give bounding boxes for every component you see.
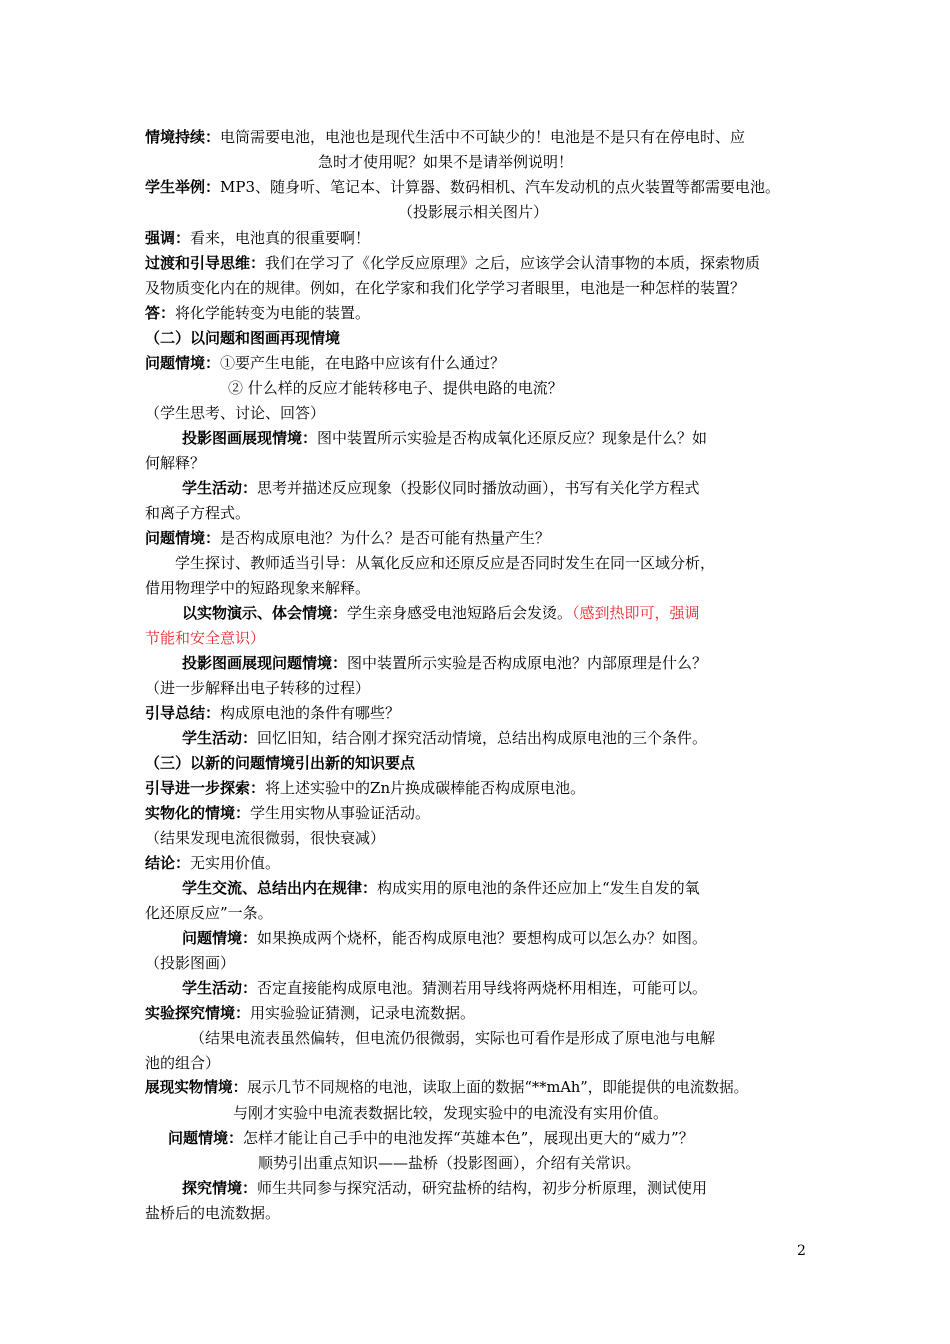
text-line — [145, 303, 370, 323]
line-label: 引导进一步探索： — [145, 779, 266, 797]
line-text: 借用物理学中的短路现象来解释。 — [145, 579, 371, 597]
line-label: 展现实物情境： — [145, 1079, 248, 1096]
text-line — [182, 478, 700, 498]
line-text: ② 什么样的反应才能转移电子、提供电路的电流？ — [228, 379, 563, 397]
line-text: 师生共同参与探究活动，研究盐桥的结构，初步分析原理，测试使用 — [257, 1179, 708, 1197]
text-line — [145, 578, 370, 598]
text-line — [145, 778, 585, 798]
line-label: 答： — [145, 304, 176, 322]
text-line — [145, 903, 273, 923]
line-text: 展示几节不同规格的电池，读取上面的数据“**mAh”，即能提供的电流数据。 — [247, 1079, 749, 1096]
text-line — [145, 803, 430, 823]
text-line — [145, 1078, 748, 1098]
text-line — [182, 978, 707, 998]
line-text: 与刚才实验中电流表数据比较，发现实验中的电流没有实用价值。 — [233, 1104, 669, 1122]
red-note: 节能和安全意识） — [145, 629, 266, 647]
line-label: 问题情境： — [145, 529, 221, 547]
text-line — [145, 1003, 475, 1023]
line-label: （三）以新的问题情境引出新的知识要点 — [145, 754, 416, 772]
text-line — [398, 202, 548, 222]
text-line — [145, 828, 385, 848]
line-label: 投影图画展现情境： — [182, 429, 318, 447]
text-line — [145, 1053, 220, 1073]
text-line — [182, 603, 700, 623]
line-text: 思考并描述反应现象（投影仪同时播放动画），书写有关化学方程式 — [257, 479, 700, 497]
line-label: 学生活动： — [182, 479, 258, 497]
text-line — [175, 553, 715, 573]
text-line — [190, 1028, 715, 1048]
line-text: 我们在学习了《化学反应原理》之后，应该学会认清事物的本质，探索物质 — [265, 254, 761, 272]
line-text: （学生思考、讨论、回答） — [145, 404, 326, 422]
text-line — [182, 653, 707, 673]
line-text: 用实验验证猜测，记录电流数据。 — [250, 1004, 476, 1022]
line-text: 将上述实验中的Zn片换成碳棒能否构成原电池。 — [265, 779, 586, 797]
line-text: ①要产生电能，在电路中应该有什么通过？ — [220, 354, 506, 372]
text-line — [145, 953, 235, 973]
line-text: 看来，电池真的很重要啊！ — [190, 229, 371, 247]
text-line — [182, 728, 707, 748]
text-line — [182, 878, 700, 898]
line-text: 图中装置所示实验是否构成原电池？内部原理是什么？ — [347, 654, 708, 672]
line-text: 学生探讨、教师适当引导：从氧化反应和还原反应是否同时发生在同一区域分析， — [175, 554, 716, 572]
line-text: 否定直接能构成原电池。猜测若用导线将两烧杯用相连，可能可以。 — [257, 979, 708, 997]
line-text: （结果发现电流很微弱，很快衰减） — [145, 829, 386, 847]
text-line — [145, 228, 370, 248]
line-label: 学生活动： — [182, 979, 258, 997]
line-label: 问题情境： — [145, 354, 221, 372]
text-line — [145, 453, 205, 473]
line-text: 怎样才能让自己手中的电池发挥“英雄本色”，展现出更大的“威力”？ — [243, 1129, 694, 1147]
section-heading — [145, 328, 340, 348]
line-text: 何解释？ — [145, 454, 206, 472]
line-text: 顺势引出重点知识——盐桥（投影图画），介绍有关常识。 — [258, 1154, 641, 1172]
line-label: 投影图画展现问题情境： — [182, 654, 348, 672]
text-line — [145, 853, 280, 873]
text-line — [145, 127, 745, 147]
line-text: （投影图画） — [145, 954, 236, 972]
line-label: 实验探究情境： — [145, 1004, 251, 1022]
line-text: 学生用实物从事验证活动。 — [250, 804, 431, 822]
line-text: MP3、随身听、笔记本、计算器、数码相机、汽车发动机的点火装置等都需要电池。 — [220, 178, 781, 196]
page-number: 2 — [797, 1243, 806, 1259]
line-text: 图中装置所示实验是否构成氧化还原反应？现象是什么？如 — [317, 429, 708, 447]
line-text: 构成原电池的条件有哪些？ — [220, 704, 401, 722]
line-label: 问题情境： — [182, 929, 258, 947]
text-line — [145, 678, 370, 698]
text-line — [318, 152, 573, 172]
line-label: （二）以问题和图画再现情境 — [145, 329, 341, 347]
line-text: 电筒需要电池，电池也是现代生活中不可缺少的！电池是不是只有在停电时、应 — [220, 128, 746, 146]
line-label: 实物化的情境： — [145, 804, 251, 822]
text-line — [145, 528, 550, 548]
line-text: 无实用价值。 — [190, 854, 281, 872]
line-text: （进一步解释出电子转移的过程） — [145, 679, 371, 697]
line-text: （结果电流表虽然偏转，但电流仍很微弱，实际也可看作是形成了原电池与电解 — [190, 1029, 716, 1047]
line-text: 池的组合） — [145, 1054, 221, 1072]
red-note-line — [145, 628, 265, 648]
line-label: 学生举例： — [145, 178, 221, 196]
line-text: 盐桥后的电流数据。 — [145, 1204, 281, 1222]
line-label: 引导总结： — [145, 704, 221, 722]
text-line — [228, 378, 563, 398]
text-line — [258, 1153, 641, 1173]
text-line — [145, 703, 400, 723]
text-line — [145, 177, 780, 197]
line-text: 和离子方程式。 — [145, 504, 251, 522]
line-text: 是否构成原电池？为什么？是否可能有热量产生？ — [220, 529, 551, 547]
line-text: 将化学能转变为电能的装置。 — [175, 304, 371, 322]
line-label: 以实物演示、体会情境： — [182, 604, 348, 622]
line-text: 回忆旧知，结合刚才探究活动情境，总结出构成原电池的三个条件。 — [257, 729, 708, 747]
line-text: 学生亲身感受电池短路后会发烫。 — [347, 604, 573, 622]
line-text: 构成实用的原电池的条件还应加上“发生自发的氧 — [377, 879, 700, 897]
line-label: 学生交流、总结出内在规律： — [182, 879, 378, 897]
text-line — [145, 278, 745, 298]
line-label: 探究情境： — [182, 1179, 258, 1197]
line-label: 问题情境： — [168, 1129, 244, 1147]
text-line — [168, 1128, 694, 1148]
text-line — [182, 1178, 707, 1198]
line-label: 情境持续： — [145, 128, 221, 146]
line-text: 如果换成两个烧杯，能否构成原电池？要想构成可以怎么办？如图。 — [257, 929, 708, 947]
text-line — [182, 928, 707, 948]
text-line — [145, 353, 505, 373]
line-label: 过渡和引导思维： — [145, 254, 266, 272]
text-line — [233, 1103, 668, 1123]
line-label: 强调： — [145, 229, 191, 247]
line-label: 结论： — [145, 854, 191, 872]
text-line — [145, 403, 325, 423]
text-line — [145, 503, 250, 523]
section-heading — [145, 753, 415, 773]
text-line — [145, 253, 760, 273]
red-note: （感到热即可，强调 — [572, 604, 700, 622]
line-text: 急时才使用呢？如果不是请举例说明！ — [318, 153, 574, 171]
line-text: （投影展示相关图片） — [398, 203, 549, 221]
line-label: 学生活动： — [182, 729, 258, 747]
line-text: 及物质变化内在的规律。例如，在化学家和我们化学学习者眼里，电池是一种怎样的装置？ — [145, 279, 746, 297]
line-text: 化还原反应”一条。 — [145, 904, 273, 922]
text-line — [182, 428, 707, 448]
text-line — [145, 1203, 280, 1223]
